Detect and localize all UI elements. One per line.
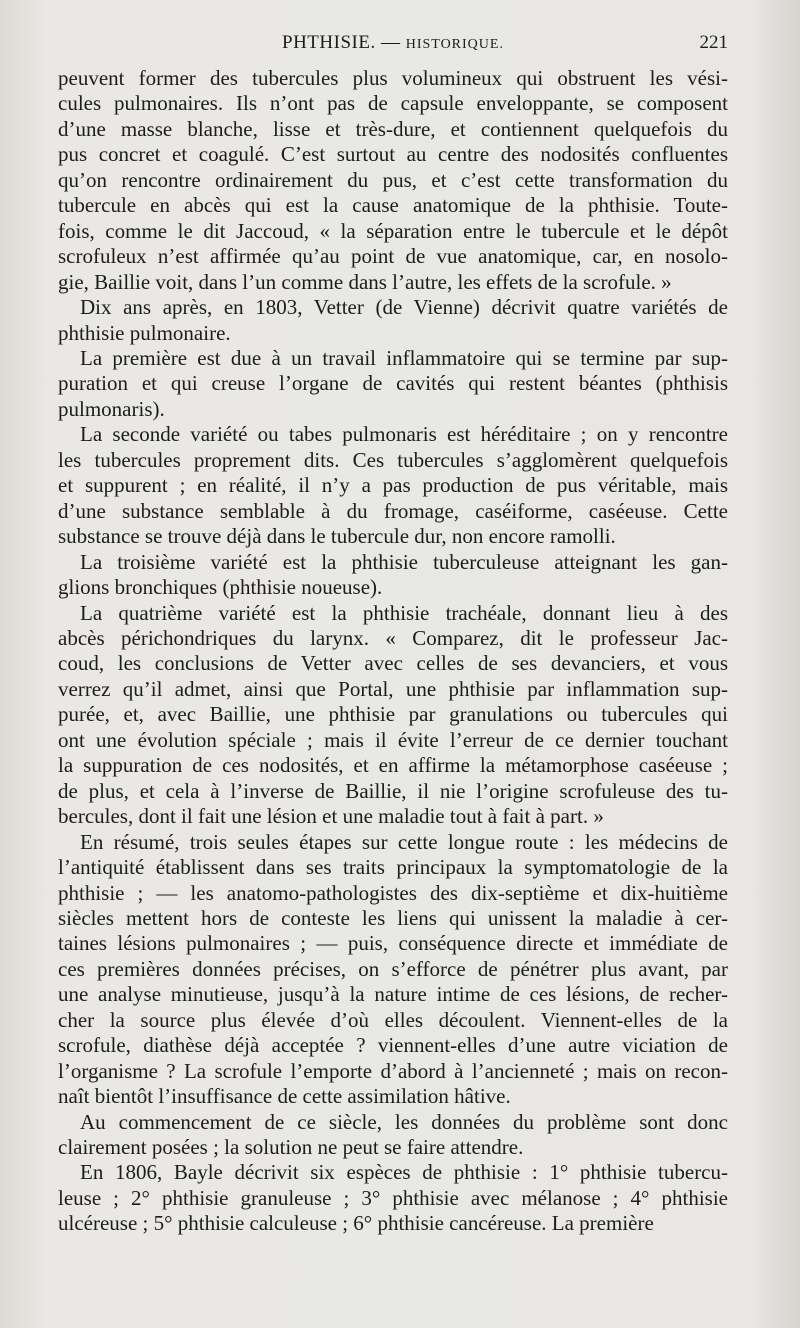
- text-line: tubercule en abcès qui est la cause anatomique de la phthisie. Toute-: [58, 193, 728, 218]
- text-line: pus concret et coagulé. C’est surtout au centre des nodosités confluentes: [58, 142, 728, 167]
- paragraph: [58, 1110, 728, 1161]
- paragraph: [58, 830, 728, 1110]
- text-line: ulcéreuse ; 5° phthisie calculeuse ; 6° phthisie cancéreuse. La première: [58, 1211, 654, 1236]
- text-line: peuvent former des tubercules plus volumineux qui obstruent les vési-: [58, 66, 728, 90]
- text-line: clairement posées ; la solution ne peut se faire attendre.: [58, 1135, 524, 1160]
- text-line: Au commencement de ce siècle, les données du problème sont donc: [80, 1109, 728, 1134]
- text-line: une analyse minutieuse, jusqu’à la nature intime de ces lésions, de recher-: [58, 982, 728, 1007]
- text-line: puration et qui creuse l’organe de cavités qui restent béantes (phthisis: [58, 371, 728, 396]
- text-line: d’une masse blanche, lisse et très-dure, et contiennent quelquefois du: [58, 116, 728, 141]
- text-line: En résumé, trois seules étapes sur cette longue route : les médecins de: [80, 829, 728, 854]
- text-line: l’organisme ? La scrofule l’emporte d’abord à l’ancienneté ; mais on recon-: [58, 1058, 728, 1083]
- text-line: de plus, et cela à l’inverse de Baillie, il nie l’origine scrofuleuse des tu-: [58, 778, 728, 803]
- text-line: l’antiquité établissent dans ses traits principaux la symptomatologie de la: [58, 855, 728, 880]
- text-line: siècles mettent hors de conteste les liens qui unissent la maladie à cer-: [58, 905, 728, 930]
- paragraph: [58, 346, 728, 422]
- text-line: En 1806, Bayle décrivit six espèces de phthisie : 1° phthisie tubercu-: [80, 1160, 728, 1185]
- text-line: La quatrième variété est la phthisie trachéale, donnant lieu à des: [80, 600, 728, 625]
- header-section: HISTORIQUE.: [405, 37, 504, 52]
- text-line: scrofuleux n’est affirmée qu’au point de vue anatomique, car, en nosolo-: [58, 244, 728, 269]
- paragraph: [58, 295, 728, 346]
- text-line: substance se trouve déjà dans le tubercule dur, non encore ramolli.: [58, 524, 616, 549]
- text-line: Dix ans après, en 1803, Vetter (de Vienne) décrivit quatre variétés de: [80, 295, 728, 320]
- text-line: verrez qu’il admet, ainsi que Portal, une phthisie par inflammation sup-: [58, 676, 728, 701]
- text-line: coud, les conclusions de Vetter avec celles de ses devanciers, et vous: [58, 651, 728, 676]
- text-line: bercules, dont il fait une lésion et une maladie tout à fait à part. »: [58, 804, 604, 829]
- text-line: ces premières données précises, on s’efforce de pénétrer plus avant, par: [58, 956, 728, 981]
- page-number: 221: [699, 32, 728, 53]
- text-line: leuse ; 2° phthisie granuleuse ; 3° phthisie avec mélanose ; 4° phthisie: [58, 1185, 728, 1210]
- text-line: taines lésions pulmonaires ; — puis, conséquence directe et immédiate de: [58, 931, 728, 956]
- text-line: La troisième variété est la phthisie tuberculeuse atteignant les gan-: [80, 549, 728, 574]
- text-line: phthisie pulmonaire.: [58, 320, 231, 345]
- text-line: La seconde variété ou tabes pulmonaris est héréditaire ; on y rencontre: [80, 422, 728, 447]
- text-line: abcès périchondriques du larynx. « Comparez, dit le professeur Jac-: [58, 625, 728, 650]
- paragraph: [58, 1160, 728, 1236]
- paragraph: [58, 422, 728, 549]
- running-title: [58, 32, 728, 54]
- paragraph: [58, 601, 728, 830]
- running-header: [58, 32, 728, 60]
- paragraph: [58, 550, 728, 601]
- text-line: cher la source plus élevée d’où elles découlent. Viennent-elles de la: [58, 1007, 728, 1032]
- text-line: scrofule, diathèse déjà acceptée ? viennent-elles d’une autre viciation de: [58, 1033, 728, 1058]
- text-line: gie, Baillie voit, dans l’un comme dans l’autre, les effets de la scrofule. »: [58, 269, 672, 294]
- text-line: la suppuration de ces nodosités, et en affirme la métamorphose caséeuse ;: [58, 753, 728, 778]
- text-line: fois, comme le dit Jaccoud, « la séparation entre le tubercule et le dépôt: [58, 218, 728, 243]
- text-line: glions bronchiques (phthisie noueuse).: [58, 575, 383, 600]
- text-line: pulmonaris).: [58, 396, 165, 421]
- text-line: qu’on rencontre ordinairement du pus, et c’est cette transformation du: [58, 167, 728, 192]
- page-body-text: [58, 66, 728, 1237]
- text-line: phthisie ; — les anatomo-pathologistes des dix-septième et dix-huitième: [58, 880, 728, 905]
- paragraph: [58, 66, 728, 295]
- text-line: les tubercules proprement dits. Ces tubercules s’agglomèrent quelquefois: [58, 447, 728, 472]
- text-line: ont une évolution spéciale ; mais il évite l’erreur de ce dernier touchant: [58, 727, 728, 752]
- text-line: cules pulmonaires. Ils n’ont pas de capsule enveloppante, se composent: [58, 91, 728, 116]
- text-line: purée, et, avec Baillie, une phthisie par granulations ou tubercules qui: [58, 702, 728, 727]
- header-title-main: PHTHISIE.: [282, 32, 376, 53]
- text-line: naît bientôt l’insuffisance de cette assimilation hâtive.: [58, 1084, 511, 1109]
- text-line: d’une substance semblable à du fromage, caséiforme, caséeuse. Cette: [58, 498, 728, 523]
- text-line: et suppurent ; en réalité, il n’y a pas production de pus véritable, mais: [58, 473, 728, 498]
- text-line: La première est due à un travail inflammatoire qui se termine par sup-: [80, 345, 728, 370]
- header-separator: —: [380, 32, 401, 53]
